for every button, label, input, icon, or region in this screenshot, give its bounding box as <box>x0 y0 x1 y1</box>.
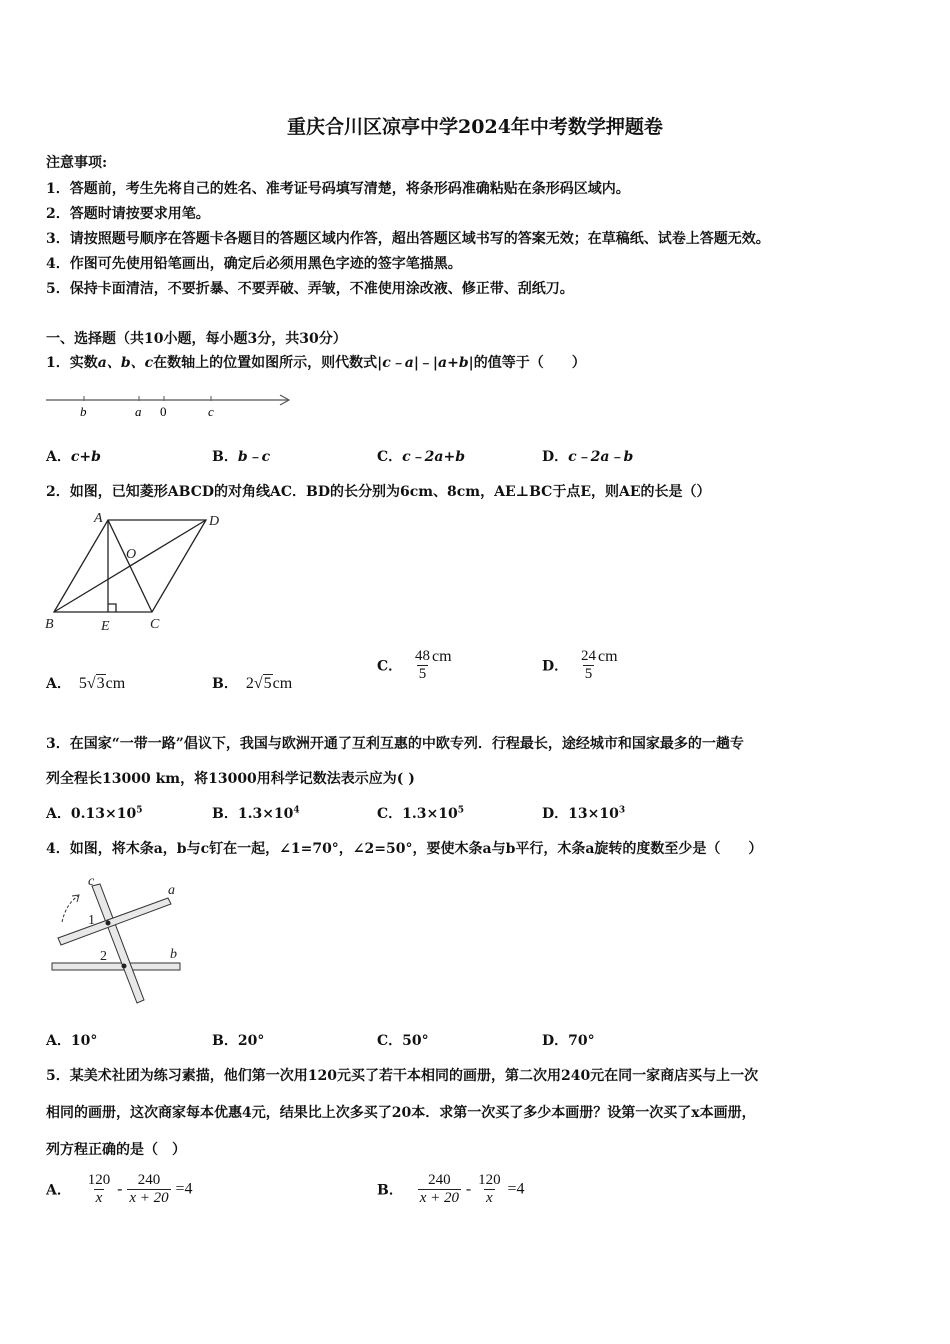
point-label: B <box>45 617 54 632</box>
notice-item: 4．作图可先使用铅笔画出，确定后必须用黑色字迹的签字笔描黑。 <box>46 256 462 272</box>
notice-heading: 注意事项: <box>46 155 108 171</box>
q2-option-a[interactable]: A． 5√3cm <box>46 675 126 692</box>
q1-option-d[interactable]: D．c﹣2a﹣b <box>542 449 634 465</box>
q3-option-a[interactable]: A．$0.13\times 10^5$ <box>46 805 143 822</box>
q3-option-c[interactable]: C．$1.3\times 10^5$ <box>377 805 464 822</box>
q2-option-d[interactable]: D． $\frac{24}{5}$ cm <box>542 648 618 682</box>
q4-option-b[interactable]: B．20° <box>212 1033 265 1049</box>
axis-label: b <box>80 404 87 419</box>
question-4-stem: 4．如图，将木条a，b与c钉在一起，∠1=70°，∠2=50°，要使木条a与b平行，木条a旋转的度数至少是（ ） <box>46 841 763 857</box>
point-label: E <box>101 619 110 634</box>
q2-option-c[interactable]: C． $\frac{48}{5}$ cm <box>377 648 452 682</box>
question-5-stem-line3: 列方程正确的是（ ） <box>46 1142 186 1158</box>
point-label: O <box>126 547 137 562</box>
question-1-stem: 1．实数a、b、c在数轴上的位置如图所示，则代数式|c﹣a|﹣|a+b|的值等于（ ） <box>46 355 586 371</box>
q4-option-a[interactable]: A．10° <box>46 1033 98 1049</box>
point-label: D <box>209 514 220 529</box>
q3-option-d[interactable]: D．$13\times 10^3$ <box>542 805 626 822</box>
point-label: A <box>94 511 103 526</box>
question-3-stem-line1: 3．在国家“一带一路”倡议下，我国与欧洲开通了互利互惠的中欧专列．行程最长，途经城市和国家最多的一趟专 <box>46 736 744 752</box>
question-2-stem: 2．如图，已知菱形ABCD的对角线AC．BD的长分别为6cm、8cm，AE⊥BC于点E，则AE的长是（） <box>46 484 711 500</box>
angle-label: 1 <box>88 913 95 928</box>
page-title: 重庆合川区凉亭中学2024年中考数学押题卷 <box>287 116 663 138</box>
q2-option-b[interactable]: B． 2√5cm <box>212 675 293 692</box>
point-label: C <box>150 617 160 632</box>
notice-item: 2．答题时请按要求用笔。 <box>46 206 210 222</box>
q3-option-b[interactable]: B．$1.3\times 10^4$ <box>212 805 300 822</box>
angle-label: 2 <box>100 949 107 964</box>
q5-option-a[interactable]: A． $\frac{120}{x}$ - $\frac{240}{x + 20}$ =4 <box>46 1172 193 1206</box>
axis-label: a <box>135 404 142 419</box>
axis-label: 0 <box>160 404 167 419</box>
number-line-figure <box>44 388 296 422</box>
wooden-sticks-figure <box>44 872 194 1010</box>
axis-label: c <box>208 404 214 419</box>
q4-option-c[interactable]: C．50° <box>377 1033 429 1049</box>
stick-label: c <box>88 874 95 889</box>
question-5-stem-line2: 相同的画册，这次商家每本优惠4元，结果比上次多买了20本．求第一次买了多少本画册？设第一次买了x本画册， <box>46 1105 756 1121</box>
notice-item: 3．请按照题号顺序在答题卡各题目的答题区域内作答，超出答题区域书写的答案无效；在草稿纸、试卷上答题无效。 <box>46 231 770 247</box>
notice-item: 5．保持卡面清洁，不要折暴、不要弄破、弄皱，不准使用涂改液、修正带、刮纸刀。 <box>46 281 574 297</box>
q5-option-b[interactable]: B． $\frac{240}{x + 20}$ - $\frac{120}{x}$ =4 <box>377 1172 525 1206</box>
stick-label: a <box>168 883 175 898</box>
question-5-stem-line1: 5．某美术社团为练习素描，他们第一次用120元买了若干本相同的画册，第二次用240元在同一家商店买与上一次 <box>46 1068 759 1084</box>
q1-option-b[interactable]: B．b﹣c <box>212 449 271 465</box>
q1-option-a[interactable]: A．c+b <box>46 449 101 465</box>
question-3-stem-line2: 列全程长13000 km，将13000用科学记数法表示应为( ) <box>46 771 415 787</box>
q1-option-c[interactable]: C．c﹣2a+b <box>377 449 466 465</box>
rhombus-figure <box>42 508 232 636</box>
notice-item: 1．答题前，考生先将自己的姓名、准考证号码填写清楚，将条形码准确粘贴在条形码区域内。 <box>46 181 630 197</box>
stick-label: b <box>170 947 177 962</box>
q4-option-d[interactable]: D．70° <box>542 1033 595 1049</box>
section-heading: 一、选择题（共10小题，每小题3分，共30分） <box>46 331 347 347</box>
